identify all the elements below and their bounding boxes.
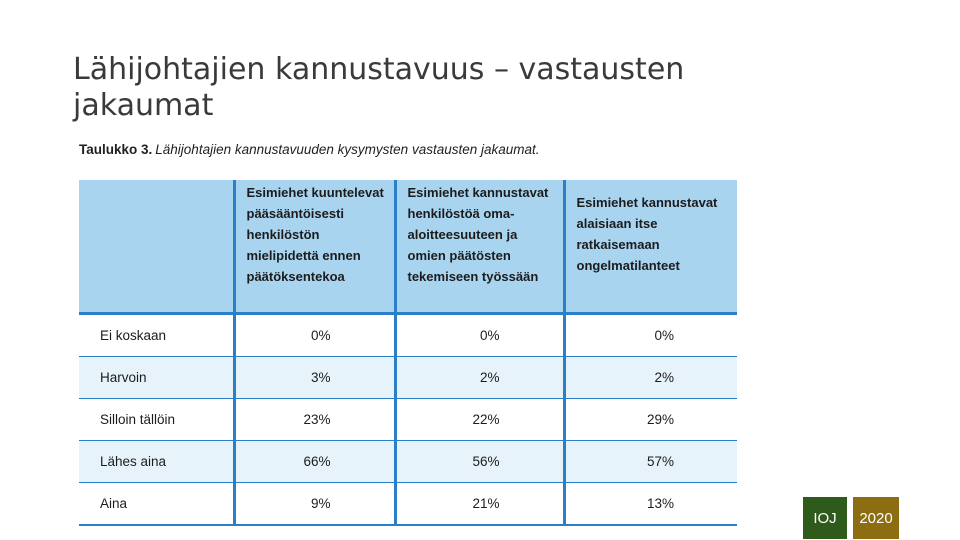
table-cell: 2% — [395, 357, 564, 399]
table-cell: 3% — [234, 357, 395, 399]
table-row — [79, 314, 737, 357]
header-cell-problem-solving: Esimiehet kannustavat alaisiaan itse ratkaisemaan ongelmatilanteet — [564, 180, 737, 314]
row-label: Lähes aina — [79, 441, 234, 483]
table-cell: 21% — [395, 483, 564, 526]
row-label: Silloin tällöin — [79, 399, 234, 441]
table-row — [79, 441, 737, 483]
row-label: Aina — [79, 483, 234, 526]
table-row — [79, 483, 737, 526]
header-cell-empty — [79, 180, 234, 314]
table-cell: 66% — [234, 441, 395, 483]
table-cell: 57% — [564, 441, 737, 483]
header-cell-listen: Esimiehet kuuntelevat pääsääntöisesti henkilöstön mielipidettä ennen päätöksentekoa — [234, 180, 395, 314]
org-badge: IOJ — [803, 497, 847, 539]
year-badge: 2020 — [853, 497, 899, 539]
caption-text: Lähijohtajien kannustavuuden kysymysten vastausten jakaumat. — [155, 142, 540, 157]
table-row — [79, 399, 737, 441]
table-cell: 56% — [395, 441, 564, 483]
table-cell: 0% — [395, 314, 564, 357]
table-cell: 22% — [395, 399, 564, 441]
slide-title: Lähijohtajien kannustavuus – vastausten jakaumat — [73, 52, 685, 123]
header-cell-initiative: Esimiehet kannustavat henkilöstöä oma-aloitteesuuteen ja omien päätösten tekemiseen työssään — [395, 180, 564, 314]
table-cell: 29% — [564, 399, 737, 441]
table-cell: 23% — [234, 399, 395, 441]
data-table — [79, 180, 737, 526]
table-caption — [79, 142, 540, 157]
table-header-row — [79, 180, 737, 314]
table-cell: 2% — [564, 357, 737, 399]
table-cell: 13% — [564, 483, 737, 526]
distribution-table — [79, 180, 737, 511]
caption-label: Taulukko 3. — [79, 142, 153, 157]
table-row — [79, 357, 737, 399]
table-cell: 0% — [564, 314, 737, 357]
row-label: Ei koskaan — [79, 314, 234, 357]
table-cell: 0% — [234, 314, 395, 357]
table-cell: 9% — [234, 483, 395, 526]
row-label: Harvoin — [79, 357, 234, 399]
